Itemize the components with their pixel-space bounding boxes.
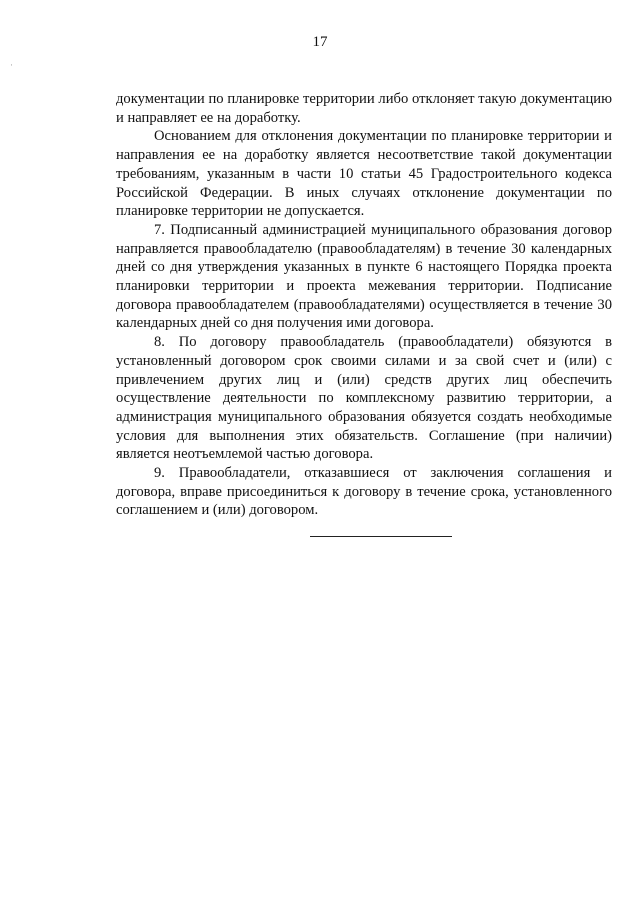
paragraph-item-9: 9. Правообладатели, отказавшиеся от заключения соглашения и договора, вправе присоединиться к договору в течение срока, установленного соглашением и (или) договором. bbox=[116, 465, 612, 519]
document-body bbox=[116, 90, 612, 520]
paragraph-item-8: 8. По договору правообладатель (правообладатели) обязуются в установленный договором срок своими силами и за свой счет и (или) с привлечением других лиц и (или) средств других лиц обеспечить осуществление деятельности по комплексному развитию территории, а администрация муниципального образования обязуется создать необходимые условия для выполнения этих обязательств. Соглашение (при наличии) является неотъемлемой частью договора. bbox=[116, 334, 612, 463]
margin-tick: · bbox=[10, 60, 13, 70]
paragraph-rejection-grounds: Основанием для отклонения документации по планировке территории и направления ее на доработку является несоответствие такой документации требованиям, указанным в части 10 статьи 45 Градостроительного кодекса Российской Федерации. В иных случаях отклонение документации по планировке территории не допускается. bbox=[116, 128, 612, 220]
page-number: 17 bbox=[312, 34, 328, 50]
end-of-text-rule bbox=[310, 536, 452, 537]
paragraph-item-7: 7. Подписанный администрацией муниципального образования договор направляется правообладателю (правообладателям) в течение 30 календарных дней со дня утверждения указанных в пункте 6 настоящего Порядка проекта планировки территории и проекта межевания территории. Подписание договора правообладателем (правообладателями) осуществляется в течение 30 календарных дней со дня получения ими договора. bbox=[116, 221, 612, 332]
paragraph-continuation: документации по планировке территории либо отклоняет такую документацию и направляет ее на доработку. bbox=[116, 91, 612, 126]
